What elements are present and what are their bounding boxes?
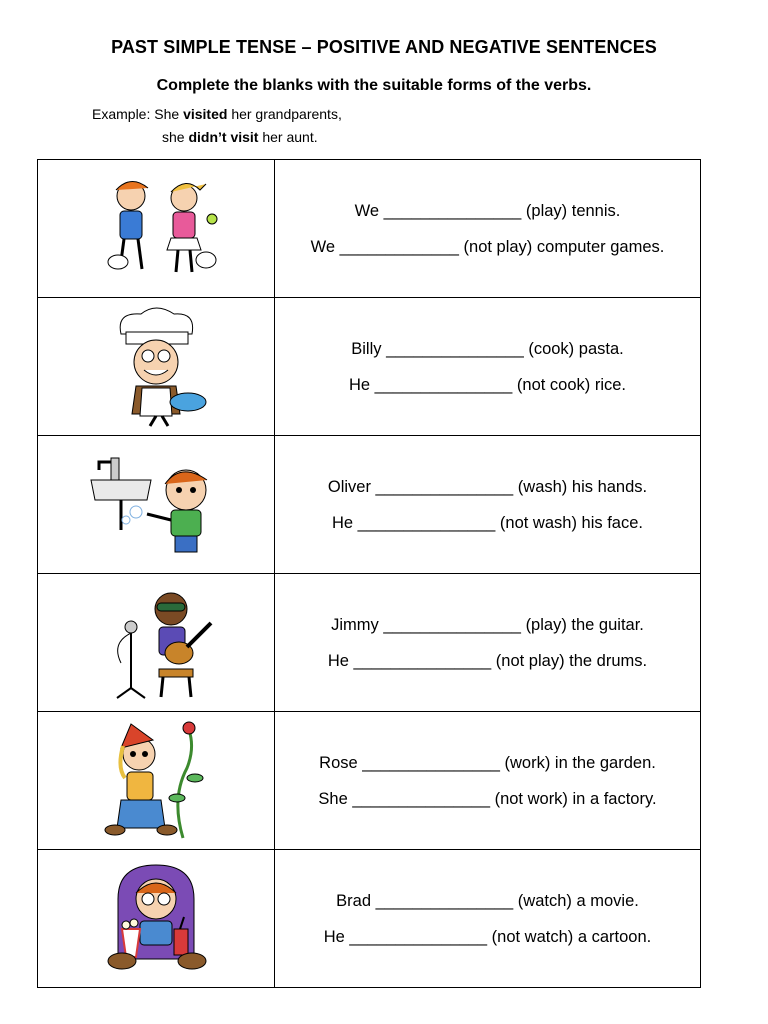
picture-cell [38, 574, 275, 712]
sentence-cell [275, 160, 701, 298]
exercise-row [38, 574, 701, 712]
negative-sentence: He _______________ (not play) the drums. [327, 651, 648, 670]
example-label: Example: [92, 106, 151, 122]
positive-sentence: Rose _______________ (work) in the garden. [319, 753, 656, 772]
sentence-cell [275, 436, 701, 574]
sentence-cell [275, 298, 701, 436]
worksheet-title: PAST SIMPLE TENSE – POSITIVE AND NEGATIVE SENTENCES [111, 37, 657, 57]
negative-sentence: She _______________ (not work) in a factory. [318, 789, 657, 808]
example-verb-negative: didn’t visit [188, 129, 259, 145]
boy-watching-movie-illustration [96, 859, 216, 979]
positive-sentence: Brad _______________ (watch) a movie. [336, 891, 639, 910]
positive-sentence: Jimmy _______________ (play) the guitar. [331, 615, 644, 634]
example-line-2 [92, 126, 342, 149]
negative-sentence: We _____________ (not play) computer games. [310, 237, 665, 256]
tennis-players-illustration [76, 174, 236, 284]
example-text: she [162, 129, 185, 145]
picture-cell [38, 850, 275, 988]
picture-cell [38, 712, 275, 850]
example-text: She [154, 106, 180, 122]
sentence-cell [275, 712, 701, 850]
exercise-row [38, 160, 701, 298]
positive-sentence: Billy _______________ (cook) pasta. [351, 339, 624, 358]
chef-boy-illustration [96, 304, 216, 429]
positive-sentence: Oliver _______________ (wash) his hands. [327, 477, 648, 496]
negative-sentence: He _______________ (not watch) a cartoon. [323, 927, 652, 946]
example-block [92, 103, 342, 149]
picture-cell [38, 298, 275, 436]
example-verb-positive: visited [183, 106, 228, 122]
exercise-row [38, 850, 701, 988]
negative-sentence: He _______________ (not wash) his face. [332, 513, 643, 532]
instruction-text: Complete the blanks with the suitable forms of the verbs. [156, 77, 592, 94]
exercise-row [38, 298, 701, 436]
positive-sentence: We _______________ (play) tennis. [354, 201, 621, 220]
example-line-1 [92, 103, 342, 126]
exercise-row [38, 712, 701, 850]
guitar-player-illustration [91, 583, 221, 703]
negative-sentence: He _______________ (not cook) rice. [348, 375, 627, 394]
exercise-table [37, 159, 701, 988]
example-text: her aunt. [262, 129, 318, 145]
example-text: her grandparents, [231, 106, 342, 122]
picture-cell [38, 436, 275, 574]
sentence-cell [275, 574, 701, 712]
sentence-cell [275, 850, 701, 988]
boy-washing-hands-illustration [81, 450, 231, 560]
exercise-row [38, 436, 701, 574]
gardener-girl-illustration [91, 718, 221, 843]
picture-cell [38, 160, 275, 298]
